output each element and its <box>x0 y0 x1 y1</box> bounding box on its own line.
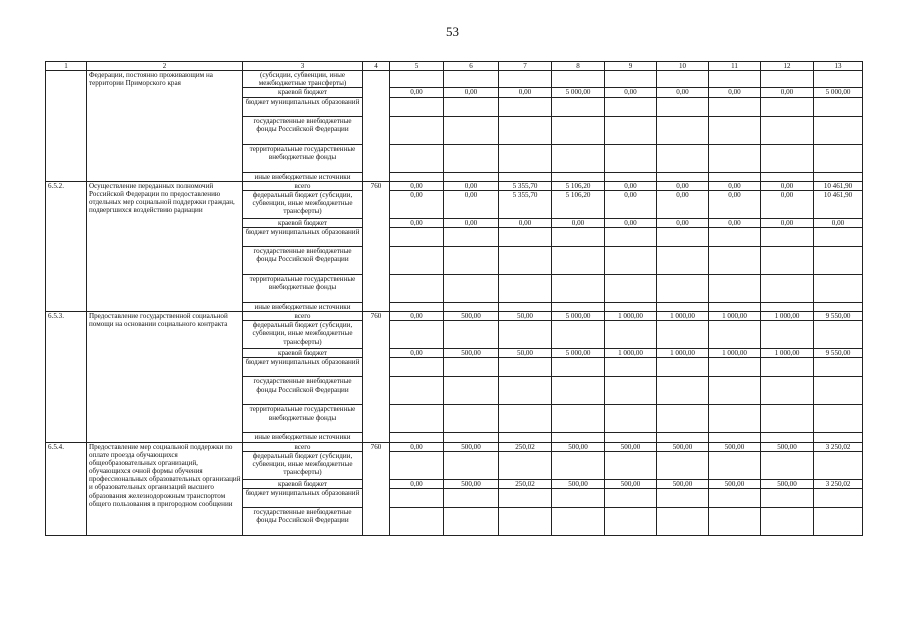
value-cell <box>761 321 814 349</box>
value-cell: 0,00 <box>444 88 499 97</box>
value-cell <box>761 488 814 507</box>
value-cell: 500,00 <box>552 479 605 488</box>
value-cell <box>390 227 444 246</box>
value-cell <box>814 246 863 274</box>
value-cell: 0,00 <box>709 181 761 190</box>
value-cell <box>657 451 709 479</box>
header-cell: 10 <box>657 62 709 71</box>
value-cell: 0,00 <box>390 218 444 227</box>
value-cell: 1 000,00 <box>605 349 657 358</box>
value-cell <box>657 246 709 274</box>
value-cell: 0,00 <box>761 190 814 218</box>
value-cell: 0,00 <box>761 181 814 190</box>
value-cell: 500,00 <box>709 442 761 451</box>
value-cell <box>390 377 444 405</box>
value-cell: 0,00 <box>390 349 444 358</box>
item-code <box>46 71 87 182</box>
header-cell: 7 <box>499 62 552 71</box>
value-cell <box>605 97 657 116</box>
funding-source: территориальные государственные внебюджетные фонды <box>243 405 363 433</box>
value-cell <box>814 358 863 377</box>
value-cell <box>814 97 863 116</box>
value-cell <box>499 433 552 442</box>
value-cell <box>605 377 657 405</box>
value-cell: 5 106,20 <box>552 190 605 218</box>
value-cell <box>552 97 605 116</box>
value-cell <box>552 377 605 405</box>
value-cell: 250,02 <box>499 442 552 451</box>
program-code: 760 <box>363 181 390 311</box>
header-cell: 8 <box>552 62 605 71</box>
value-cell: 0,00 <box>444 218 499 227</box>
value-cell <box>552 274 605 302</box>
value-cell <box>814 507 863 535</box>
value-cell <box>552 144 605 172</box>
value-cell <box>605 321 657 349</box>
funding-source: краевой бюджет <box>243 218 363 227</box>
value-cell <box>709 116 761 144</box>
value-cell: 500,00 <box>657 479 709 488</box>
value-cell <box>709 377 761 405</box>
value-cell <box>761 144 814 172</box>
value-cell <box>499 97 552 116</box>
funding-source: федеральный бюджет (субсидии, субвенции, иные межбюджетные трансферты) <box>243 451 363 479</box>
value-cell <box>390 507 444 535</box>
value-cell: 500,00 <box>709 479 761 488</box>
value-cell <box>761 97 814 116</box>
funding-source: государственные внебюджетные фонды Российской Федерации <box>243 507 363 535</box>
value-cell: 500,00 <box>605 442 657 451</box>
funding-source: краевой бюджет <box>243 88 363 97</box>
value-cell: 0,00 <box>709 88 761 97</box>
value-cell: 1 000,00 <box>657 349 709 358</box>
funding-source: иные внебюджетные источники <box>243 302 363 311</box>
value-cell: 5 000,00 <box>552 312 605 321</box>
value-cell <box>761 246 814 274</box>
value-cell <box>709 358 761 377</box>
value-cell <box>390 433 444 442</box>
funding-source: территориальные государственные внебюджетные фонды <box>243 144 363 172</box>
value-cell <box>390 274 444 302</box>
value-cell <box>709 451 761 479</box>
value-cell <box>657 377 709 405</box>
value-cell: 0,00 <box>814 218 863 227</box>
funding-source: федеральный бюджет (субсидии, субвенции, иные межбюджетные трансферты) <box>243 321 363 349</box>
value-cell <box>709 227 761 246</box>
value-cell <box>552 246 605 274</box>
funding-source: государственные внебюджетные фонды Российской Федерации <box>243 246 363 274</box>
header-cell: 2 <box>87 62 243 71</box>
funding-source: территориальные государственные внебюджетные фонды <box>243 274 363 302</box>
value-cell <box>761 358 814 377</box>
value-cell <box>552 172 605 181</box>
value-cell: 5 355,70 <box>499 181 552 190</box>
value-cell: 9 550,00 <box>814 349 863 358</box>
value-cell <box>390 488 444 507</box>
header-cell: 13 <box>814 62 863 71</box>
table-row <box>46 312 863 321</box>
value-cell <box>814 227 863 246</box>
value-cell <box>390 246 444 274</box>
value-cell <box>444 227 499 246</box>
header-cell: 4 <box>363 62 390 71</box>
value-cell <box>605 488 657 507</box>
value-cell <box>390 144 444 172</box>
value-cell <box>552 507 605 535</box>
value-cell <box>390 405 444 433</box>
value-cell <box>605 405 657 433</box>
value-cell <box>709 172 761 181</box>
funding-source: бюджет муниципальных образований <box>243 227 363 246</box>
header-cell: 9 <box>605 62 657 71</box>
value-cell <box>709 433 761 442</box>
value-cell: 0,00 <box>444 181 499 190</box>
value-cell: 0,00 <box>390 181 444 190</box>
value-cell: 0,00 <box>605 190 657 218</box>
value-cell <box>761 302 814 311</box>
value-cell: 50,00 <box>499 349 552 358</box>
value-cell <box>552 488 605 507</box>
value-cell <box>444 321 499 349</box>
funding-source: иные внебюджетные источники <box>243 433 363 442</box>
program-code: 760 <box>363 312 390 442</box>
value-cell <box>605 358 657 377</box>
value-cell <box>657 227 709 246</box>
item-code: 6.5.3. <box>46 312 87 442</box>
program-code: 760 <box>363 442 390 535</box>
table-row <box>46 181 863 190</box>
value-cell <box>814 433 863 442</box>
value-cell <box>814 71 863 88</box>
value-cell <box>605 302 657 311</box>
value-cell <box>605 246 657 274</box>
header-cell: 6 <box>444 62 499 71</box>
value-cell: 0,00 <box>390 479 444 488</box>
item-code: 6.5.2. <box>46 181 87 311</box>
budget-table <box>45 61 863 536</box>
value-cell <box>444 97 499 116</box>
value-cell <box>605 144 657 172</box>
item-name: Осуществление переданных полномочий Российской Федерации по предоставлению отдельных мер социальной поддержки граждан, подвергшихся воздействию радиации <box>87 181 243 311</box>
value-cell <box>709 405 761 433</box>
value-cell <box>657 488 709 507</box>
header-cell: 12 <box>761 62 814 71</box>
value-cell <box>499 116 552 144</box>
value-cell <box>814 116 863 144</box>
funding-source: иные внебюджетные источники <box>243 172 363 181</box>
funding-source: бюджет муниципальных образований <box>243 97 363 116</box>
value-cell: 500,00 <box>761 442 814 451</box>
value-cell <box>814 488 863 507</box>
value-cell <box>657 358 709 377</box>
value-cell <box>657 507 709 535</box>
value-cell: 0,00 <box>761 88 814 97</box>
value-cell <box>709 488 761 507</box>
value-cell: 0,00 <box>761 218 814 227</box>
value-cell <box>814 377 863 405</box>
value-cell: 0,00 <box>499 218 552 227</box>
funding-source: федеральный бюджет (субсидии, субвенции, иные межбюджетные трансферты) <box>243 190 363 218</box>
value-cell: 1 000,00 <box>709 312 761 321</box>
value-cell: 5 355,70 <box>499 190 552 218</box>
value-cell <box>499 321 552 349</box>
header-cell: 11 <box>709 62 761 71</box>
value-cell: 500,00 <box>657 442 709 451</box>
item-name: Предоставление мер социальной поддержки по оплате проезда обучающихся общеобразовательных организаций, обучающихся очной формы обучения профессиональных образовательных организаций и образовательных организаций высшего образования железнодорожным транспортом общего пользования в пригородном сообщении <box>87 442 243 535</box>
value-cell <box>605 71 657 88</box>
value-cell: 250,02 <box>499 479 552 488</box>
value-cell <box>605 227 657 246</box>
funding-source: государственные внебюджетные фонды Российской Федерации <box>243 377 363 405</box>
value-cell <box>390 321 444 349</box>
funding-source: бюджет муниципальных образований <box>243 358 363 377</box>
value-cell <box>657 321 709 349</box>
value-cell <box>605 433 657 442</box>
value-cell <box>814 321 863 349</box>
value-cell <box>761 71 814 88</box>
funding-source: краевой бюджет <box>243 349 363 358</box>
value-cell <box>709 274 761 302</box>
value-cell: 0,00 <box>444 190 499 218</box>
value-cell <box>499 358 552 377</box>
item-code: 6.5.4. <box>46 442 87 535</box>
value-cell <box>552 227 605 246</box>
value-cell <box>709 321 761 349</box>
value-cell <box>552 433 605 442</box>
value-cell <box>499 302 552 311</box>
value-cell <box>814 172 863 181</box>
table-body <box>46 62 863 536</box>
value-cell <box>552 321 605 349</box>
value-cell <box>499 507 552 535</box>
value-cell <box>761 377 814 405</box>
value-cell: 0,00 <box>605 88 657 97</box>
value-cell: 5 000,00 <box>552 88 605 97</box>
value-cell <box>499 405 552 433</box>
funding-source: всего <box>243 442 363 451</box>
header-cell: 3 <box>243 62 363 71</box>
value-cell <box>444 451 499 479</box>
value-cell <box>814 302 863 311</box>
value-cell <box>761 274 814 302</box>
value-cell <box>499 488 552 507</box>
value-cell: 0,00 <box>657 181 709 190</box>
value-cell <box>657 172 709 181</box>
funding-source: государственные внебюджетные фонды Российской Федерации <box>243 116 363 144</box>
value-cell: 9 550,00 <box>814 312 863 321</box>
value-cell <box>499 144 552 172</box>
funding-source: (субсидии, субвенции, иные межбюджетные трансферты) <box>243 71 363 88</box>
value-cell <box>444 144 499 172</box>
value-cell: 1 000,00 <box>761 312 814 321</box>
value-cell: 50,00 <box>499 312 552 321</box>
value-cell <box>761 507 814 535</box>
value-cell <box>605 451 657 479</box>
value-cell <box>390 451 444 479</box>
value-cell <box>390 302 444 311</box>
value-cell <box>605 116 657 144</box>
value-cell: 0,00 <box>709 218 761 227</box>
value-cell <box>709 246 761 274</box>
value-cell <box>444 507 499 535</box>
value-cell: 500,00 <box>444 442 499 451</box>
value-cell <box>444 433 499 442</box>
value-cell: 5 000,00 <box>814 88 863 97</box>
header-row <box>46 62 863 71</box>
item-name: Федерации, постоянно проживающим на территории Приморского края <box>87 71 243 182</box>
value-cell: 10 461,90 <box>814 190 863 218</box>
value-cell: 1 000,00 <box>605 312 657 321</box>
value-cell <box>499 172 552 181</box>
value-cell <box>657 433 709 442</box>
value-cell <box>444 274 499 302</box>
value-cell: 0,00 <box>552 218 605 227</box>
value-cell <box>552 71 605 88</box>
value-cell: 0,00 <box>390 88 444 97</box>
value-cell: 0,00 <box>657 88 709 97</box>
value-cell <box>552 358 605 377</box>
value-cell: 0,00 <box>657 218 709 227</box>
value-cell: 0,00 <box>709 190 761 218</box>
value-cell <box>709 144 761 172</box>
value-cell <box>709 507 761 535</box>
value-cell <box>605 507 657 535</box>
value-cell: 0,00 <box>390 312 444 321</box>
value-cell <box>552 302 605 311</box>
value-cell <box>390 358 444 377</box>
value-cell: 500,00 <box>761 479 814 488</box>
value-cell: 0,00 <box>390 190 444 218</box>
value-cell <box>552 451 605 479</box>
value-cell <box>444 377 499 405</box>
value-cell <box>709 71 761 88</box>
value-cell: 5 000,00 <box>552 349 605 358</box>
value-cell <box>761 172 814 181</box>
value-cell <box>499 71 552 88</box>
value-cell <box>552 405 605 433</box>
value-cell <box>444 71 499 88</box>
value-cell <box>761 433 814 442</box>
value-cell <box>761 116 814 144</box>
table-row <box>46 442 863 451</box>
value-cell: 0,00 <box>605 181 657 190</box>
funding-source: всего <box>243 181 363 190</box>
value-cell <box>761 227 814 246</box>
value-cell <box>444 302 499 311</box>
value-cell <box>390 172 444 181</box>
value-cell <box>657 405 709 433</box>
value-cell: 10 461,90 <box>814 181 863 190</box>
value-cell: 500,00 <box>552 442 605 451</box>
value-cell <box>657 71 709 88</box>
value-cell: 1 000,00 <box>709 349 761 358</box>
value-cell <box>552 116 605 144</box>
value-cell <box>444 358 499 377</box>
page-number: 53 <box>446 24 459 39</box>
value-cell <box>814 144 863 172</box>
value-cell <box>657 144 709 172</box>
value-cell <box>499 377 552 405</box>
program-code <box>363 71 390 182</box>
value-cell <box>814 405 863 433</box>
value-cell <box>444 246 499 274</box>
value-cell: 0,00 <box>605 218 657 227</box>
funding-source: бюджет муниципальных образований <box>243 488 363 507</box>
table-row <box>46 71 863 88</box>
funding-source: всего <box>243 312 363 321</box>
value-cell <box>761 405 814 433</box>
value-cell <box>605 274 657 302</box>
value-cell <box>499 274 552 302</box>
value-cell: 0,00 <box>499 88 552 97</box>
value-cell <box>814 274 863 302</box>
value-cell <box>390 71 444 88</box>
value-cell: 500,00 <box>605 479 657 488</box>
value-cell: 0,00 <box>390 442 444 451</box>
value-cell: 500,00 <box>444 479 499 488</box>
value-cell <box>499 451 552 479</box>
value-cell <box>499 246 552 274</box>
value-cell <box>499 227 552 246</box>
value-cell <box>444 405 499 433</box>
value-cell: 500,00 <box>444 349 499 358</box>
value-cell <box>709 302 761 311</box>
value-cell <box>657 116 709 144</box>
item-name: Предоставление государственной социальной помощи на основании социального контракта <box>87 312 243 442</box>
value-cell <box>605 172 657 181</box>
value-cell <box>657 302 709 311</box>
header-cell: 5 <box>390 62 444 71</box>
value-cell <box>390 116 444 144</box>
value-cell: 1 000,00 <box>761 349 814 358</box>
value-cell: 3 250,02 <box>814 479 863 488</box>
header-cell: 1 <box>46 62 87 71</box>
value-cell <box>390 97 444 116</box>
value-cell <box>657 274 709 302</box>
value-cell: 0,00 <box>657 190 709 218</box>
value-cell: 500,00 <box>444 312 499 321</box>
value-cell: 5 106,20 <box>552 181 605 190</box>
funding-source: краевой бюджет <box>243 479 363 488</box>
value-cell <box>444 172 499 181</box>
value-cell <box>814 451 863 479</box>
value-cell <box>444 488 499 507</box>
value-cell: 3 250,02 <box>814 442 863 451</box>
value-cell <box>444 116 499 144</box>
value-cell <box>709 97 761 116</box>
value-cell: 1 000,00 <box>657 312 709 321</box>
value-cell <box>761 451 814 479</box>
value-cell <box>657 97 709 116</box>
